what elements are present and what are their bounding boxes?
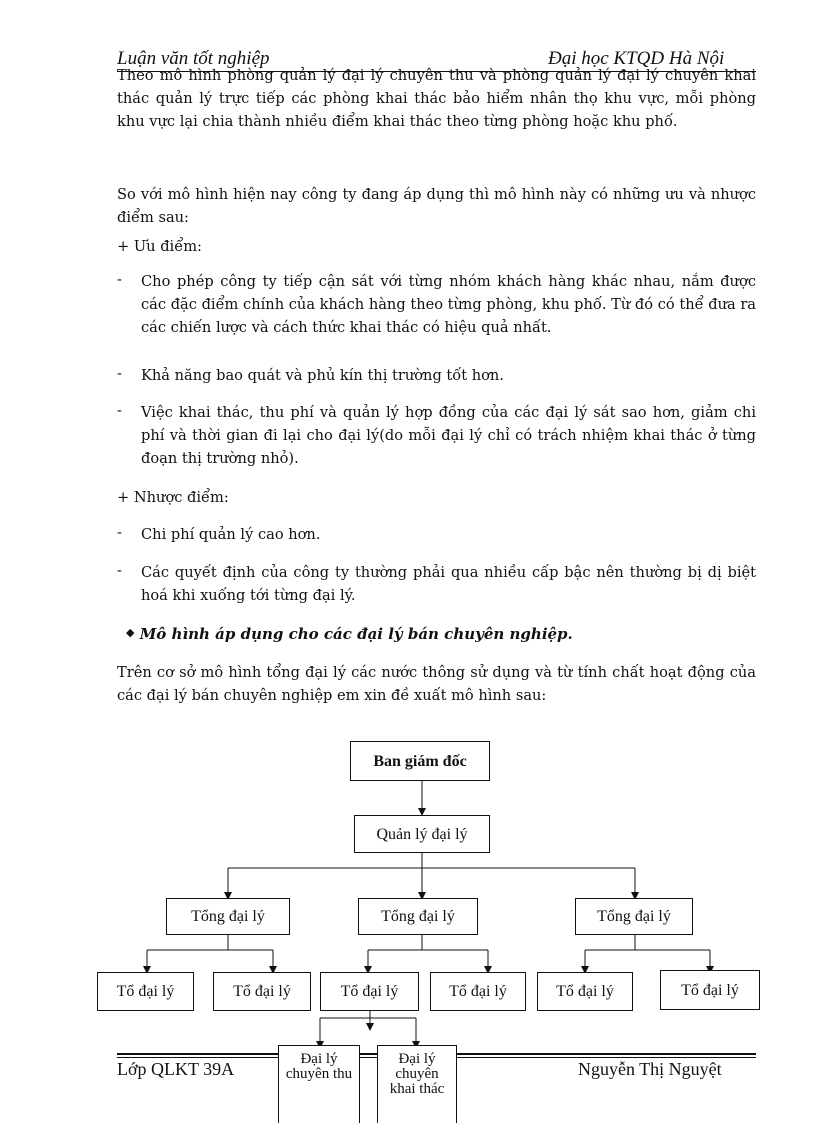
diamond-icon: ◆ [126, 626, 135, 639]
org-box-team-3: Tổ đại lý [320, 972, 419, 1011]
pros-item-2: Khả năng bao quát và phủ kín thị trường tốt hơn. [141, 367, 504, 384]
paragraph-intro: Theo mô hình phòng quản lý đại lý chuyên thu và phòng quản lý đại lý chuyên khai thác quản lý trực tiếp các phòng khai thác bảo hiểm nhân thọ khu vực, mỗi phòng khu vực lại chia thành nhiều điểm khai thác theo từng phòng hoặc khu phố. [117, 67, 756, 130]
pros-heading-text: Ưu điểm: [133, 238, 202, 255]
org-box-team-2: Tổ đại lý [213, 972, 311, 1011]
header-left: Luận văn tốt nghiệp [117, 48, 270, 69]
org-box-team-4: Tổ đại lý [430, 972, 526, 1011]
org-box-collector-label: Đại lý chuyên thu [285, 1051, 353, 1082]
footer-left: Lớp QLKT 39A [117, 1059, 235, 1079]
dash-marker: - [117, 524, 122, 541]
org-box-general-agent-1: Tổng đại lý [166, 898, 290, 935]
pros-item-1: Cho phép công ty tiếp cận sát với từng nhóm khách hàng khác nhau, nắm được các đặc điểm chính của khách hàng theo từng phòng, khu phố. Từ đó có thể đưa ra các chiến lược và cách thức khai thác có hiệu quả nhất. [141, 273, 756, 336]
pros-item-3: Việc khai thác, thu phí và quản lý hợp đồng của các đại lý sát sao hơn, giảm chi phí và thời gian đi lại cho đại lý(do mỗi đại lý chỉ có trách nhiệm khai thác ở từng đoạn thị trường nhỏ). [141, 404, 756, 467]
paragraph-proposal: Trên cơ sở mô hình tổng đại lý các nước thông sử dụng và từ tính chất hoạt động của các đại lý bán chuyên nghiệp em xin đề xuất mô hình sau: [117, 664, 756, 704]
org-box-manager: Quản lý đại lý [354, 815, 490, 853]
org-box-general-agent-3: Tổng đại lý [575, 898, 693, 935]
org-box-board: Ban giám đốc [350, 741, 490, 781]
dash-marker: - [117, 562, 122, 579]
cons-heading-text: Nhược điểm: [133, 489, 229, 506]
org-box-exploit [377, 1045, 457, 1123]
org-box-exploit-label: Đại lý chuyên khai thác [389, 1051, 445, 1097]
org-box-general-agent-2: Tổng đại lý [358, 898, 478, 935]
org-box-team-5: Tổ đại lý [537, 972, 633, 1011]
plus-marker: + [117, 238, 130, 255]
plus-marker: + [117, 489, 130, 506]
org-box-collector [278, 1045, 360, 1123]
footer-right: Nguyễn Thị Nguyệt [578, 1059, 722, 1079]
dash-marker: - [117, 365, 122, 382]
dash-marker: - [117, 402, 122, 419]
cons-item-2: Các quyết định của công ty thường phải qua nhiều cấp bậc nên thường bị dị biệt hoá khi xuống tới từng đại lý. [141, 564, 756, 604]
org-box-team-1: Tổ đại lý [97, 972, 194, 1011]
paragraph-comparison: So với mô hình hiện nay công ty đang áp dụng thì mô hình này có những ưu và nhược điểm sau: [117, 186, 756, 226]
section-title-text: Mô hình áp dụng cho các đại lý bán chuyên nghiệp. [139, 625, 573, 643]
org-box-team-6: Tổ đại lý [660, 970, 760, 1010]
dash-marker: - [117, 271, 122, 288]
cons-item-1: Chi phí quản lý cao hơn. [141, 526, 321, 543]
header-right: Đại học KTQD Hà Nội [548, 48, 725, 69]
